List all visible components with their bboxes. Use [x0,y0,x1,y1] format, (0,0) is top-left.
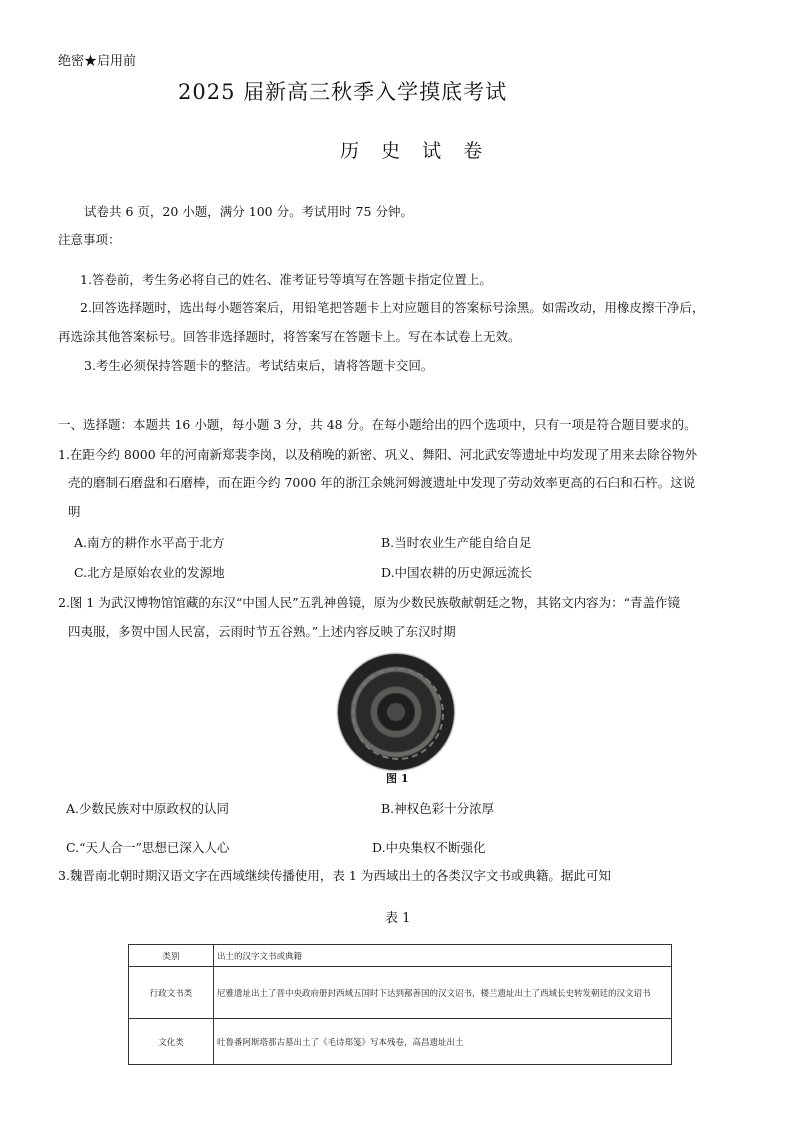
q1-option-b: B.当时农业生产能自给自足 [381,535,532,550]
figure-caption: 图 1 [386,772,409,785]
q2-line-2: 四夷服，多贺中国人民富，云雨时节五谷熟。”上述内容反映了东汉时期 [68,624,456,639]
table-row [129,967,672,1019]
secret-mark: 绝密★启用前 [58,54,137,69]
notice-item-3: 3.考生必须保持答题卡的整洁。考试结束后，请将答题卡交回。 [84,358,434,373]
q1-line-1: 1.在距今约 8000 年的河南新郑裴李岗，以及稍晚的新密、巩义、舞阳、河北武安等遗址中均发现了用来去除谷物外 [58,447,698,462]
table-cell: 文化类 [129,1019,214,1065]
q2-option-c: C.“天人合一”思想已深入人心 [66,840,230,855]
notice-heading: 注意事项： [58,232,121,247]
q2-option-b: B.神权色彩十分浓厚 [381,801,495,816]
q1-line-2: 壳的磨制石磨盘和石磨棒，而在距今约 7000 年的浙江余姚河姆渡遗址中发现了劳动效率更高的石臼和石杵。这说 [68,475,696,490]
table-cell: 吐鲁番阿斯塔那古墓出土了《毛诗郑笺》写本残卷，高昌遗址出土 [214,1019,672,1065]
exam-title: 2025 届新高三秋季入学摸底考试 [178,80,508,104]
q2-line-1: 2.图 1 为武汉博物馆馆藏的东汉“中国人民”五乳神兽镜，原为少数民族敬献朝廷之物，其铭文内容为：“青盖作镜 [58,595,680,610]
q2-option-a: A.少数民族对中原政权的认同 [66,801,230,816]
q1-option-c: C.北方是原始农业的发源地 [74,565,225,580]
bronze-mirror-pattern [352,668,444,760]
table-header-cell: 类别 [129,945,214,967]
notice-item-2-line2: 再选涂其他答案标号。回答非选择题时，将答案写在答题卡上。写在本试卷上无效。 [58,329,521,344]
q2-option-d: D.中央集权不断强化 [372,840,486,855]
notice-item-1: 1.答卷前，考生务必将自己的姓名、准考证号等填写在答题卡指定位置上。 [80,272,492,287]
q3-line-1: 3.魏晋南北朝时期汉语文字在西域继续传播使用，表 1 为西域出土的各类汉字文书或典籍。据此可知 [58,868,611,883]
table-cell: 行政文书类 [129,967,214,1019]
exam-summary: 试卷共 6 页，20 小题，满分 100 分。考试用时 75 分钟。 [84,204,413,219]
q1-line-3: 明 [68,504,81,519]
artifact-table [128,944,672,1065]
table-row [129,1019,672,1065]
section-heading: 一、选择题：本题共 16 小题，每小题 3 分，共 48 分。在每小题给出的四个选项中，只有一项是符合题目要求的。 [58,417,697,432]
table-cell: 尼雅遗址出土了晋中央政府册封西域五国时下达到鄯善国的汉文诏书，楼兰遗址出土了西域长史转发朝廷的汉文诏书 [214,967,672,1019]
table-header-row [129,945,672,967]
q1-option-d: D.中国农耕的历史源远流长 [381,565,533,580]
q1-option-a: A.南方的耕作水平高于北方 [74,535,225,550]
table-header-cell: 出土的汉字文书或典籍 [214,945,672,967]
table-caption: 表 1 [385,911,411,926]
subject-title: 历 史 试 卷 [340,140,491,162]
notice-item-2-line1: 2.回答选择题时，选出每小题答案后，用铅笔把答题卡上对应题目的答案标号涂黑。如需改动，用橡皮擦干净后， [80,300,705,315]
